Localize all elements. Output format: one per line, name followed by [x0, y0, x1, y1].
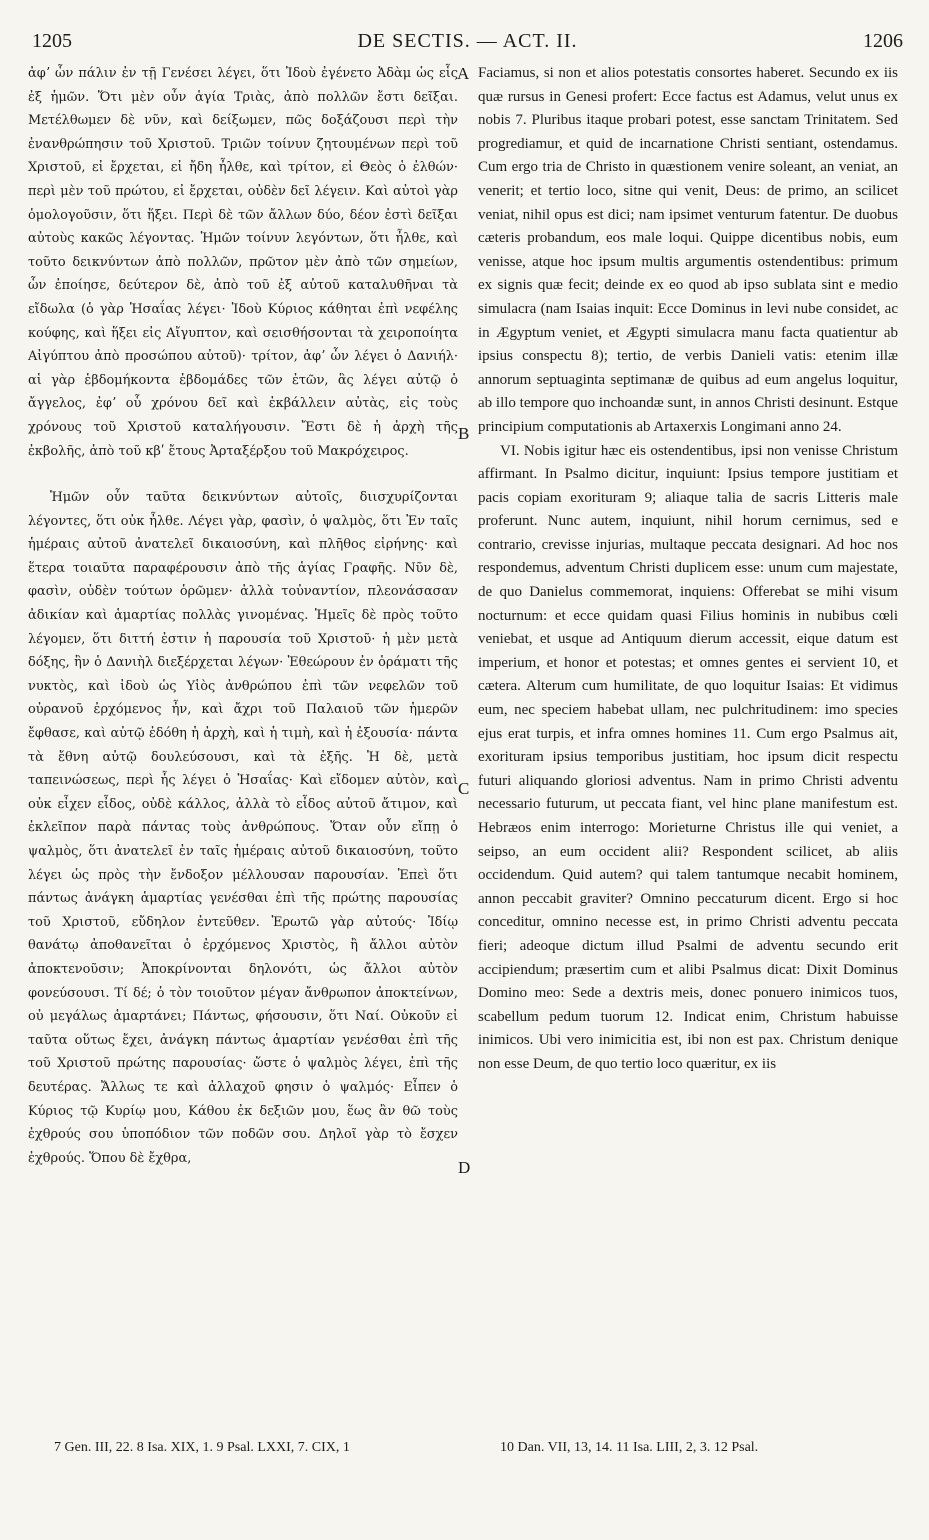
- page-number-right: 1206: [863, 30, 903, 52]
- margin-marker-a: A: [457, 64, 470, 83]
- latin-paragraph-1: Faciamus, si non et alios potestatis consortes haberet. Secundo ex iis quæ rursus in Genesi profert: Ecce factus est Adamus, velut unus ex nobis 7. Pluribus itaque probari potest, esse sanctam Trinitatem. Sed progrediamur, et quid de incarnatione Christi sentiant, ostendamus. Cum ergo tria de Christo in quæstionem venire soleant, an veniat, an venerit; et tertio loco, sitne qui venit, Deus: de primo, an scilicet veniat, nihil opus est dici; nam ipsimet venturum fatentur. De duobus cæteris probandum, eos male loqui. Quippe dicentibus nobis, eum venisse, atque hoc ipsum multis argumentis ostendentibus: primum ex signis quæ fecit; deinde ex eo quod ab ipso sublata sint e medio simulacra (nam Isaias inquit: Ecce Dominus in levi nube considet, ac in Ægyptum veniet, et Ægypti simulacra manu facta quatientur ab ipsius conspectu 8); tertio, de verbis Danieli vatis: etenim illæ annorum septuaginta septimanæ de quibus ad eum angelus loquitur, ab illo tempore quo inchoandæ sunt, in annos Christi desinunt. Estque principium computationis ab Artaxerxis Longimani anno 24.: [478, 65, 898, 435]
- latin-column: [478, 62, 898, 1077]
- greek-paragraph-1: ἀφʼ ὧν πάλιν ἐν τῇ Γενέσει λέγει, ὅτι Ἰδοὺ ἐγένετο Ἀδὰμ ὡς εἷς ἐξ ἡμῶν. Ὅτι μὲν οὖν ἁγία Τριὰς, ἀπὸ πολλῶν ἔστι δεῖξαι. Μετέλθωμεν δὲ νῦν, καὶ δείξωμεν, πῶς δοξάζουσι περὶ τὴν ἐνανθρώπησιν τοῦ Χριστοῦ. Τριῶν τοίνυν ζητουμένων περὶ τοῦ Χριστοῦ, εἰ ἔρχεται, εἰ ἤδη ἦλθε, καὶ τρίτον, εἰ Θεὸς ὁ ἐλθών· περὶ μὲν τοῦ πρώτου, εἰ ἔρχεται, οὐδὲν δεῖ λέγειν. Καὶ αὐτοὶ γὰρ ὁμολογοῦσιν, ὅτι ἥξει. Περὶ δὲ τῶν ἄλλων δύο, δέον ἐστὶ δεῖξαι αὐτοὺς κακῶς λέγοντας. Ἡμῶν τοίνυν λεγόντων, ὅτι ἦλθε, καὶ τοῦτο δεικνύντων ἀπὸ πολλῶν, πρῶτον μὲν ἀπὸ τῶν σημείων, ὧν ἐποίησε, δεύτερον δὲ, ἀπὸ τοῦ ἐξ αὐτοῦ καταλυθῆναι τὰ εἴδωλα (ὁ γὰρ Ἡσαΐας λέγει· Ἰδοὺ Κύριος κάθηται ἐπὶ νεφέλης κούφης, καὶ ἥξει εἰς Αἴγυπτον, καὶ σεισθήσονται τὰ χειροποίητα Αἰγύπτου ἀπὸ προσώπου αὐτοῦ)· τρίτον, ἀφʼ ὧν λέγει ὁ Δανιήλ· αἱ γὰρ ἑβδομήκοντα ἑβδομάδες τῶν ἐτῶν, ἃς λέγει αὐτῷ ὁ ἄγγελος, ἐφʼ οὗ χρόνου δεῖ καὶ ἐκβάλλειν αὐτὰς, εἰς τοὺς χρόνους τοῦ Χριστοῦ καταλήγουσιν. Ἔστι δὲ ἡ ἀρχὴ τῆς ἐκβολῆς, ἀπὸ τοῦ κβʹ ἔτους Ἀρταξέρξου τοῦ Μακρόχειρος.: [28, 66, 458, 459]
- footnotes-right: 10 Dan. VII, 13, 14. 11 Isa. LIII, 2, 3. 12 Psal.: [500, 1440, 759, 1455]
- margin-marker-d: D: [458, 1158, 471, 1177]
- page-header: [32, 30, 903, 56]
- greek-paragraph-2: Ἡμῶν οὖν ταῦτα δεικνύντων αὐτοῖς, διισχυρίζονται λέγοντες, ὅτι οὐκ ἦλθε. Λέγει γὰρ, φασὶν, ὁ ψαλμὸς, ὅτι Ἐν ταῖς ἡμέραις αὐτοῦ ἀνατελεῖ δικαιοσύνη, καὶ πλῆθος εἰρήνης· καὶ ἕτερα τοιαῦτα παραφέρουσιν ἀπὸ τῆς ἁγίας Γραφῆς. Νῦν δὲ, φασὶν, οὐδὲν τούτων ὁρῶμεν· ἀλλὰ τοὐναντίον, πλεονάσασαν ἀδικίαν καὶ ἁμαρτίας πολλὰς γινομένας. Ἡμεῖς δὲ πρὸς τοῦτο λέγομεν, ὅτι διττή ἐστιν ἡ παρουσία τοῦ Χριστοῦ· ἡ μὲν μετὰ δόξης, ἣν ὁ Δανιὴλ διεξέρχεται λέγων· Ἐθεώρουν ἐν ὁράματι τῆς νυκτὸς, καὶ ἰδοὺ ὡς Υἱὸς ἀνθρώπου ἐπὶ τῶν νεφελῶν τοῦ οὐρανοῦ ἐρχόμενος ἦν, καὶ ἄχρι τοῦ Παλαιοῦ τῶν ἡμερῶν ἔφθασε, καὶ αὐτῷ ἐδόθη ἡ ἀρχὴ, καὶ ἡ τιμὴ, καὶ ἡ ἐξουσία· πάντα τὰ ἔθνη αὐτῷ δουλεύσουσι, καὶ τὰ ἑξῆς. Ἡ δὲ, μετὰ ταπεινώσεως, περὶ ἧς λέγει ὁ Ἡσαΐας· Καὶ εἴδομεν αὐτὸν, καὶ οὐκ εἶχεν εἶδος, οὐδὲ κάλλος, ἀλλὰ τὸ εἶδος αὐτοῦ ἄτιμον, καὶ ἐκλεῖπον παρὰ πάντας τοὺς ἀνθρώπους. Ὅταν οὖν εἴπῃ ὁ ψαλμὸς, ὅτι ἀνατελεῖ ἐν ταῖς ἡμέραις αὐτοῦ δικαιοσύνη, τοῦτο λέγει ὡς πρὸς τὴν ἔνδοξον μέλλουσαν παρουσίαν. Ἐπεὶ ὅτι πάντως ἀνάγκη ἁμαρτίας γενέσθαι ἐπὶ τῆς πρώτης παρουσίας τοῦ Χριστοῦ, εὔδηλον ἐντεῦθεν. Ἐρωτῶ γὰρ αὐτούς· Ἰδίῳ θανάτῳ ἀποθανεῖται ὁ ἐρχόμενος Χριστὸς, ἢ ἄλλοι αὐτὸν ἀποκτενοῦσιν; Ἀποκρίνονται δηλονότι, ὡς ἄλλοι αὐτὸν φονεύσουσι. Τί δέ; ὁ τὸν τοιοῦτον μέγαν ἄνθρωπον ἀποκτείνων, οὐ μεγάλως ἁμαρτάνει; Πάντως, φήσουσιν, ὅτι Ναί. Οὐκοῦν εἰ ταῦτα οὕτως ἔχει, ἀνάγκη πάντως ἁμαρτίαν γενέσθαι ἐπὶ τῆς τοῦ Χριστοῦ πρώτης παρουσίας· ὥστε ὁ ψαλμὸς λέγει, ἐπὶ τῆς δευτέρας. Ἄλλως τε καὶ ἀλλαχοῦ φησιν ὁ ψαλμός· Εἶπεν ὁ Κύριος τῷ Κυρίῳ μου, Κάθου ἐκ δεξιῶν μου, ἕως ἂν θῶ τοὺς ἐχθρούς σου ὑποπόδιον τῶν ποδῶν σου. Δηλοῖ γὰρ τὸ ἔσχεν ἐχθρούς. Ὅπου δὲ ἔχθρα,: [28, 490, 458, 1166]
- page-number-left: 1205: [32, 30, 72, 52]
- latin-paragraph-2: VI. Nobis igitur hæc eis ostendentibus, ipsi non venisse Christum affirmant. In Psalmo dicitur, inquiunt: Ipsius tempore justitiam et pacis copiam exorituram 9; aliaque talia de sacris Litteris male proferunt. Nunc autem, inquiunt, nihil horum cernimus, sed e contrario, crevisse injurias, multaque peccata designari. Ad hoc nos respondemus, adventum Christi duplicem esse: unum cum majestate, de quo Danielus commemorat, inquiens: Offerebat se mihi visum nocturnum: et ecce quidam quasi Filius hominis in nubibus cœli veniebat, et usque ad Antiquum dierum accessit, eique datum est imperium, et honor et potestas; et omnes gentes ei servient 10, et cætera. Alterum cum humilitate, de quo loquitur Isaias: Et vidimus eum, nec speciem habebat ullam, nec pulchritudinem: imo species ejus erat turpis, et infra omnes homines 11. Cum ergo Psalmus ait, exorituram ipsius temporibus justitiam, hoc ipsum dicit respectu futuri aliquando gloriosi adventus. Nam in primo Christi adventu necessario futurum, ut peccata fiant, vel hinc plane manifestum est. Hebræos enim interrogo: Morieturne Christus ille qui veniet, a seipso, an eum occident alii? Respondent scilicet, ab aliis occidendum. Quid autem? qui talem tantumque necabit hominem, annon peccabit graviter? Omnino peccaturum dicent. Ergo si hoc conceditur, omnino necesse est, in primo Christi adventu peccata fieri; adeoque dictum illud Psalmi de adventu secundo erit accipiendum; præsertim cum et alibi Psalmus dicat: Dixit Dominus Domino meo: Sede a dextris meis, donec ponuero inimicos tuos, scabellum pedum tuorum 12. Indicat enim, Christum habuisse inimicos. Ubi vero inimicitia est, ibi non est pax. Christum denique non esse Deum, de quo tertio loco quæritur, ex iis: [478, 442, 898, 1072]
- margin-marker-b: B: [458, 424, 470, 443]
- running-title: DE SECTIS. — ACT. II.: [357, 30, 578, 52]
- greek-column: [28, 62, 458, 1170]
- margin-marker-c: C: [458, 779, 470, 798]
- footnotes-left: 7 Gen. III, 22. 8 Isa. XIX, 1. 9 Psal. LXXI, 7. CIX, 1: [54, 1440, 350, 1455]
